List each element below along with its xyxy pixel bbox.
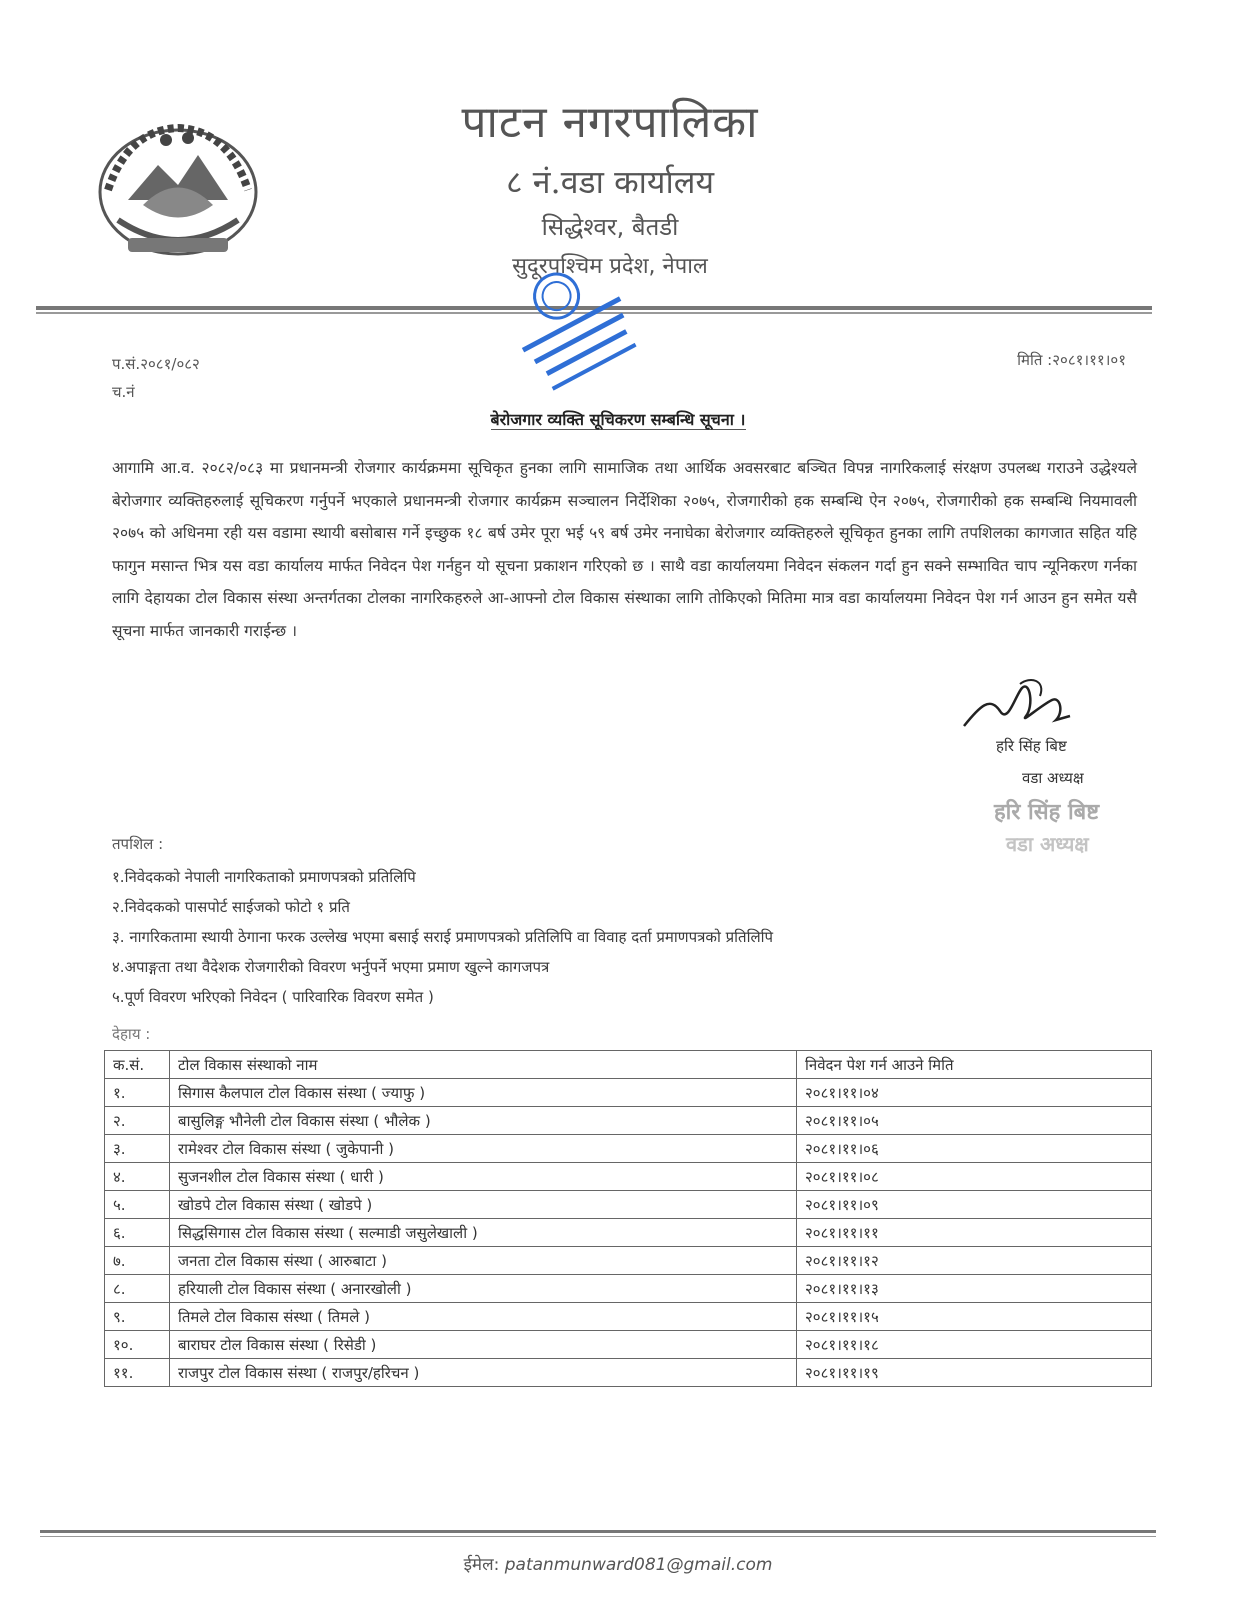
table-row xyxy=(105,1191,1152,1219)
row-date: २०८१।११।१३ xyxy=(797,1275,1152,1303)
notice-date: मिति :२०८१।११।०१ xyxy=(1017,351,1126,369)
row-serial: ७. xyxy=(105,1247,170,1275)
row-organization: राजपुर टोल विकास संस्था ( राजपुर/हरिचन ) xyxy=(170,1359,797,1387)
row-serial: २. xyxy=(105,1107,170,1135)
table-row xyxy=(105,1359,1152,1387)
row-serial: ६. xyxy=(105,1219,170,1247)
row-date: २०८१।११।११ xyxy=(797,1219,1152,1247)
row-organization: सिगास कैलपाल टोल विकास संस्था ( ज्याफु ) xyxy=(170,1079,797,1107)
schedule-table xyxy=(104,1050,1152,1387)
notice-body: आगामि आ.व. २०८२/०८३ मा प्रधानमन्त्री रोजगार कार्यक्रममा सूचिकृत हुनका लागि सामाजिक तथा आर्थिक अवसरबाट बञ्चित विपन्न नागरिकलाई संरक्षण उपलब्ध गराउने उद्धेश्यले बेरोजगार व्यक्तिहरुलाई सूचिकरण गर्नुपर्ने भएकाले प्रधानमन्त्री रोजगार कार्यक्रम सञ्चालन निर्देशिका २०७५, रोजगारीको हक सम्बन्धि ऐन २०७५, रोजगारीको हक सम्बन्धि नियमावली २०७५ को अधिनमा रही यस वडामा स्थायी बसोबास गर्ने इच्छुक १८ बर्ष उमेर पूरा भई ५९ बर्ष उमेर ननाघेका बेरोजगार व्यक्तिहरुले सूचिकृत हुनका लागि तपशिलका कागजात सहित यहि फागुन मसान्त भित्र यस वडा कार्यालय मार्फत निवेदन पेश गर्नहुन यो सूचना प्रकाशन गरिएको छ । साथै वडा कार्यालयमा निवेदन संकलन गर्दा हुन सक्ने सम्भावित चाप न्यूनिकरण गर्नका लागि देहायका टोल विकास संस्था अन्तर्गतका टोलका नागरिकहरुले आ-आफ्नो टोल विकास संस्थाका लागि तोकिएको मितिमा मात्र वडा कार्यालयमा निवेदन पेश गर्न आउन हुन समेत यसै सूचना मार्फत जानकारी गराईन्छ । xyxy=(112,459,1137,640)
row-organization: हरियाली टोल विकास संस्था ( अनारखोली ) xyxy=(170,1275,797,1303)
header-serial: क.सं. xyxy=(105,1051,170,1079)
row-organization: सिद्धसिगास टोल विकास संस्था ( सल्माडी जसुलेखाली ) xyxy=(170,1219,797,1247)
row-date: २०८१।११।१२ xyxy=(797,1247,1152,1275)
name-stamp: हरि सिंह बिष्ट xyxy=(994,800,1100,825)
row-serial: ११. xyxy=(105,1359,170,1387)
table-row xyxy=(105,1219,1152,1247)
row-serial: ८. xyxy=(105,1275,170,1303)
row-organization: बासुलिङ्ग भौनेली टोल विकास संस्था ( भौलेक ) xyxy=(170,1107,797,1135)
ward-office-title: ८ नं.वडा कार्यालय xyxy=(505,163,715,201)
row-date: २०८१।११।०५ xyxy=(797,1107,1152,1135)
requirements-list xyxy=(112,862,773,1012)
signatory-title: वडा अध्यक्ष xyxy=(1022,769,1084,787)
header-date: निवेदन पेश गर्न आउने मिति xyxy=(797,1051,1152,1079)
row-date: २०८१।११।१५ xyxy=(797,1303,1152,1331)
table-row xyxy=(105,1107,1152,1135)
row-date: २०८१।११।१८ xyxy=(797,1331,1152,1359)
footer-email xyxy=(0,1552,1236,1575)
row-date: २०८१।११।०६ xyxy=(797,1135,1152,1163)
table-header-row xyxy=(105,1051,1152,1079)
list-item: ५.पूर्ण विवरण भरिएको निवेदन ( पारिवारिक विवरण समेत ) xyxy=(112,988,434,1006)
row-serial: १. xyxy=(105,1079,170,1107)
footer-divider-thin xyxy=(40,1536,1156,1537)
requirements-label: तपशिल : xyxy=(112,835,164,853)
row-organization: बाराघर टोल विकास संस्था ( रिसेडी ) xyxy=(170,1331,797,1359)
row-organization: जनता टोल विकास संस्था ( आरुबाटा ) xyxy=(170,1247,797,1275)
list-item: ३. नागरिकतामा स्थायी ठेगाना फरक उल्लेख भएमा बसाई सराई प्रमाणपत्रको प्रतिलिपि वा विवाह दर्ता प्रमाणपत्रको प्रतिलिपि xyxy=(112,928,774,946)
office-location: सिद्धेश्वर, बैतडी xyxy=(541,213,679,241)
row-serial: ३. xyxy=(105,1135,170,1163)
row-date: २०८१।११।०८ xyxy=(797,1163,1152,1191)
row-serial: ५. xyxy=(105,1191,170,1219)
province-line: सुदूरपश्चिम प्रदेश, नेपाल xyxy=(512,254,708,279)
email-address: patanmunward081@gmail.com xyxy=(504,1555,773,1575)
table-row xyxy=(105,1163,1152,1191)
header-organization: टोल विकास संस्थाको नाम xyxy=(170,1051,797,1079)
row-serial: १०. xyxy=(105,1331,170,1359)
title-stamp: वडा अध्यक्ष xyxy=(1006,832,1089,856)
table-row xyxy=(105,1303,1152,1331)
table-row xyxy=(105,1247,1152,1275)
table-row xyxy=(105,1275,1152,1303)
signatory-name: हरि सिंह बिष्ट xyxy=(996,737,1067,755)
row-date: २०८१।११।०४ xyxy=(797,1079,1152,1107)
dispatch-number: च.नं xyxy=(112,383,135,401)
email-label: ईमेल: xyxy=(463,1555,500,1575)
municipality-title: पाटन नगरपालिका xyxy=(461,97,759,148)
row-serial: ९. xyxy=(105,1303,170,1331)
footer-divider xyxy=(40,1530,1156,1533)
subject-text: बेरोजगार व्यक्ति सूचिकरण सम्बन्धि सूचना । xyxy=(490,410,746,429)
list-item: २.निवेदकको पासपोर्ट साईजको फोटो १ प्रति xyxy=(112,898,350,916)
row-organization: सुजनशील टोल विकास संस्था ( धारी ) xyxy=(170,1163,797,1191)
nepal-emblem-icon xyxy=(88,110,268,270)
table-row xyxy=(105,1331,1152,1359)
row-date: २०८१।११।१९ xyxy=(797,1359,1152,1387)
table-row xyxy=(105,1079,1152,1107)
row-organization: तिमले टोल विकास संस्था ( तिमले ) xyxy=(170,1303,797,1331)
notice-subject xyxy=(0,408,1236,430)
row-organization: रामेश्वर टोल विकास संस्था ( जुकेपानी ) xyxy=(170,1135,797,1163)
list-item: ४.अपाङ्गता तथा वैदेशक रोजगारीको विवरण भर्नुपर्ने भएमा प्रमाण खुल्ने कागजपत्र xyxy=(112,958,550,976)
table-row xyxy=(105,1135,1152,1163)
office-stamp-icon xyxy=(498,262,648,392)
list-item: १.निवेदकको नेपाली नागरिकताको प्रमाणपत्रको प्रतिलिपि xyxy=(112,868,416,886)
schedule-body xyxy=(105,1079,1152,1387)
row-serial: ४. xyxy=(105,1163,170,1191)
schedule-label: देहाय : xyxy=(112,1025,151,1043)
row-organization: खोडपे टोल विकास संस्था ( खोडपे ) xyxy=(170,1191,797,1219)
reference-number: प.सं.२०८१/०८२ xyxy=(112,355,200,373)
row-date: २०८१।११।०९ xyxy=(797,1191,1152,1219)
